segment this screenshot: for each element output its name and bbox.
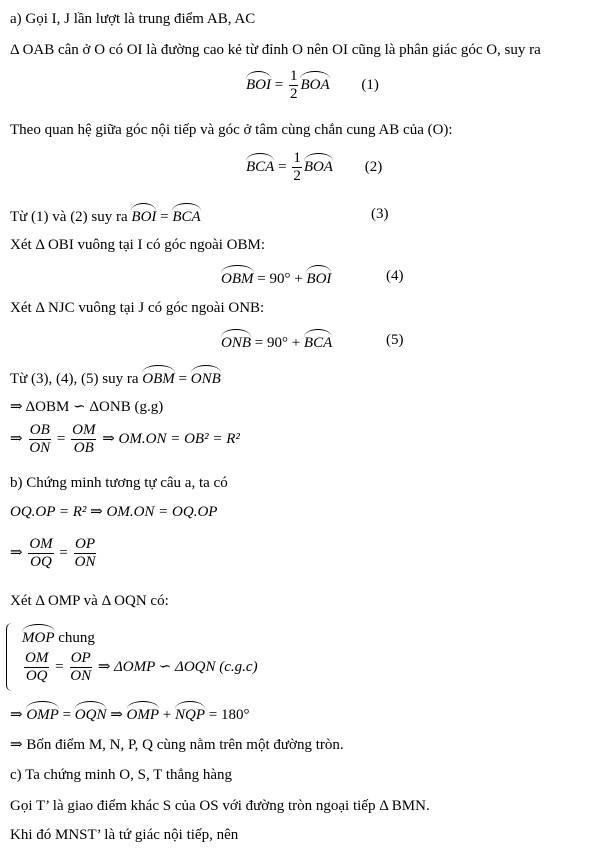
equation-6-line: Từ (3), (4), (5) suy ra OBM = ONB [10, 367, 221, 388]
equation-3-line: Từ (1) và (2) suy ra BOI = BCA (3) [10, 206, 389, 225]
text-line: Xét Δ OBI vuông tại I có góc ngoài OBM: [10, 237, 266, 253]
text-line: Gọi T’ là giao điểm khác S của OS với đường tròn ngoại tiếp Δ BMN. [10, 798, 430, 814]
text-line: Xét Δ OMP và Δ OQN có: [10, 593, 169, 609]
text-line: Khi đó MNST’ là tứ giác nội tiếp, nên [10, 827, 239, 843]
text-line: Δ OAB cân ở O có OI là đường cao kẻ từ đỉnh O nên OI cũng là phân giác góc O, suy ra [10, 42, 541, 58]
equation-8: ⇒ $\frac{OB}{ON}$ = $\frac{OM}{OB}$ ⇒ OM.ON = OB² = R² [10, 422, 240, 456]
equation-2: BCA = $\frac{1}{2}$ BOA (2) [246, 150, 383, 184]
system-line-2: $\frac{OM}{OQ}$ = $\frac{OP}{ON}$ ⇒ ΔOMP ∽ ΔOQN (c.g.c) [25, 650, 258, 684]
system-brace [6, 623, 13, 691]
part-a-heading: a) Gọi I, J lần lượt là trung điểm AB, AC [10, 11, 256, 27]
equation-5: ONB = 90° + BCA (5) [221, 332, 404, 351]
equation-14: ⇒ OMP = OQN ⇒ OMP + NQP = 180° [10, 703, 249, 724]
text-line: Theo quan hệ giữa góc nội tiếp và góc ở tâm cùng chắn cung AB của (O): [10, 122, 453, 138]
part-c-heading: c) Ta chứng minh O, S, T thẳng hàng [10, 767, 233, 783]
part-b-heading: b) Chứng minh tương tự câu a, ta có [10, 475, 228, 491]
equation-1: BOI = $\frac{1}{2}$ BOA (1) [246, 68, 379, 102]
equation-4: OBM = 90° + BOI (4) [221, 268, 404, 287]
equation-9: OQ.OP = R² ⇒ OM.ON = OQ.OP [10, 504, 218, 520]
equation-10: ⇒ $\frac{OM}{OQ}$ = $\frac{OP}{ON}$ [10, 536, 96, 570]
text-line: Xét Δ NJC vuông tại J có góc ngoài ONB: [10, 300, 265, 316]
conclusion-line: ⇒ Bốn điểm M, N, P, Q cùng nằm trên một đường tròn. [10, 737, 344, 753]
similarity-line: ⇒ ΔOBM ∽ ΔONB (g.g) [10, 399, 164, 415]
system-line-1: MOP chung [22, 626, 95, 647]
